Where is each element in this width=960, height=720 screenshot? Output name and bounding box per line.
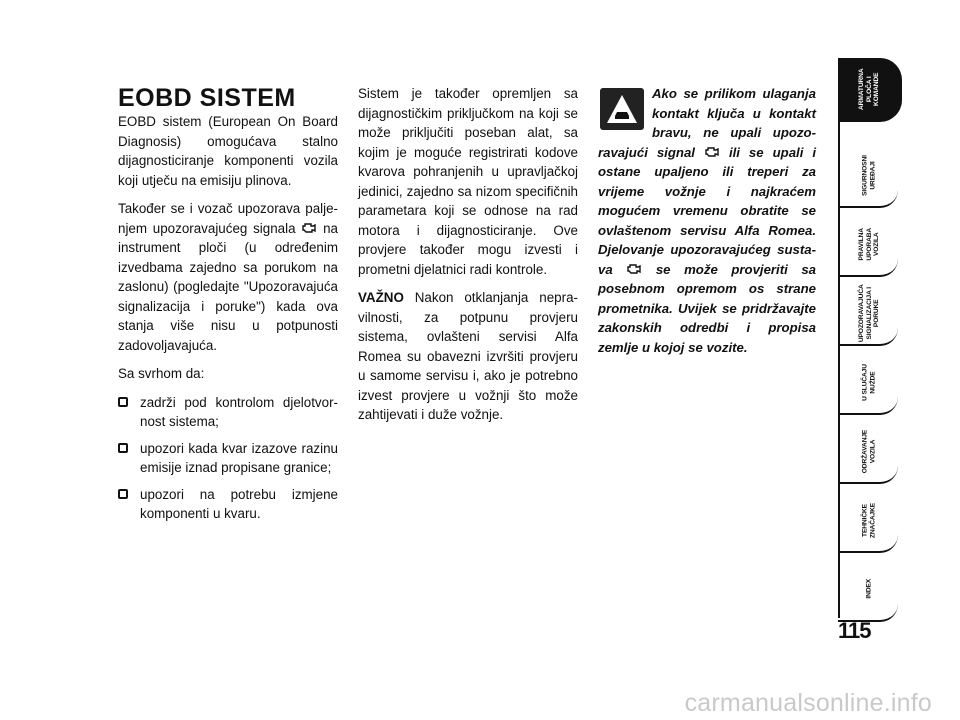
warning-text-3: se može provjeriti sa posebnom opremom os strane prometnika. Uvijek se pridržavajte zakonskih odredbi i propisa zemlje u kojoj se vozite. <box>598 261 817 355</box>
engine-warning-icon <box>626 263 642 275</box>
paragraph-warning-signal <box>118 199 338 355</box>
chapter-navigation <box>838 58 960 698</box>
warning-text-1: Ako se prilikom ulaganja kontakt ključa u kontakt bravu, ne upali upozo-ravajući signal <box>598 86 816 160</box>
list-item <box>118 439 338 478</box>
engine-warning-icon <box>301 222 317 234</box>
car-hazard-warning-icon <box>600 88 644 130</box>
tab-pravilna-uporaba[interactable] <box>838 213 898 277</box>
paragraph-purpose: Sa svrhom da: <box>118 366 205 381</box>
purpose-list <box>118 393 338 524</box>
page-title: EOBD SISTEM <box>118 84 296 112</box>
tab-label: SIGURNOSNI UREĐAJI <box>861 154 876 196</box>
warning-text-2: ili se upali i ostane upaljeno ili treperi za vrijeme vožnje i najkraćem mogućem vremenu obratite se ovlaštenom servisu Alfa Romea. Djelovanje upozoravajućeg susta-va <box>598 144 817 277</box>
engine-warning-icon <box>704 146 720 158</box>
column-1 <box>118 112 338 531</box>
tab-label: UPOZORAVAJUĆA SIGNALIZACIJA I PORUKE <box>857 284 880 342</box>
bullet-icon <box>118 397 128 407</box>
tab-label: ARMATURNA PLOČA I KOMANDE <box>857 68 880 110</box>
tab-armaturna-ploca[interactable] <box>838 58 902 122</box>
tab-sigurnosni-uredaji[interactable] <box>838 144 898 208</box>
tab-label: ODRŽAVANJE VOZILA <box>861 429 876 473</box>
paragraph-eobd-intro: EOBD sistem (European On Board Diagnosis) omogućava stalno dijagnosticiranje komponenti vozila koji utječu na emisiju plinova. <box>118 114 338 188</box>
tab-label: U SLUČAJU NUŽDE <box>861 363 876 401</box>
list-item-text: upozori kada kvar izazove razinu emisije iznad propisane granice; <box>140 440 338 475</box>
paragraph-important <box>358 288 578 425</box>
tab-upozoravajuca-signalizacija[interactable] <box>838 282 898 346</box>
bullet-icon <box>118 489 128 499</box>
paragraph-warning-signal-a: Također se i vozač upozorava palje-njem upozoravajućeg signala <box>118 201 338 236</box>
list-item <box>118 393 338 432</box>
tab-u-slucaju-nuzde[interactable] <box>838 351 898 415</box>
tab-odrzavanje-vozila[interactable] <box>838 420 898 484</box>
tab-label: INDEX <box>865 579 873 599</box>
list-item <box>118 485 338 524</box>
list-item-text: zadrži pod kontrolom djelotvor-nost sistema; <box>140 394 338 429</box>
tab-label: PRAVILNA UPORABA VOZILA <box>857 227 880 261</box>
tab-label: TEHNIČKE ZNAČAJKE <box>861 502 876 538</box>
warning-box <box>598 84 816 357</box>
column-2 <box>358 84 578 434</box>
list-item-text: upozori na potrebu izmjene komponenti u kvaru. <box>140 486 338 521</box>
paragraph-diagnostic-connector: Sistem je također opremljen sa dijagnostičkim priključkom na koji se može priključiti poseban alat, sa kojim je moguće registrirati kodove kvarova pohranjenih u upravljačkoj jedinici, zajedno sa nizom specifičnih parametara koji se odnose na rad motora i dijagnosticiranje. Ove provjere također mogu izvesti i prometni djelatnici radi kontrole. <box>358 86 578 277</box>
page-number: 115 <box>838 618 871 643</box>
tab-tehnicke-znacajke[interactable] <box>838 489 898 553</box>
important-text: Nakon otklanjanja nepra-vilnosti, za potpunu provjeru sistema, ovlašteni servisi Alfa Romea su obavezni izvršiti provjeru u samome servisu i, ako je potrebno izvest provjere u vožnji što može zahtijevati i duže vožnje. <box>358 290 578 422</box>
paragraph-warning-signal-b: na instrument ploči (u određenim izvedbama zajedno sa porukom na zaslonu) (pogledajte "Upozoravajuća signalizacija i poruke") kada ova stanja više nisu u potpunosti zadovoljavajuća. <box>118 220 338 353</box>
important-label: VAŽNO <box>358 290 404 305</box>
tab-index[interactable] <box>838 558 898 622</box>
bullet-icon <box>118 443 128 453</box>
watermark: carmanualsonline.info <box>684 689 932 717</box>
